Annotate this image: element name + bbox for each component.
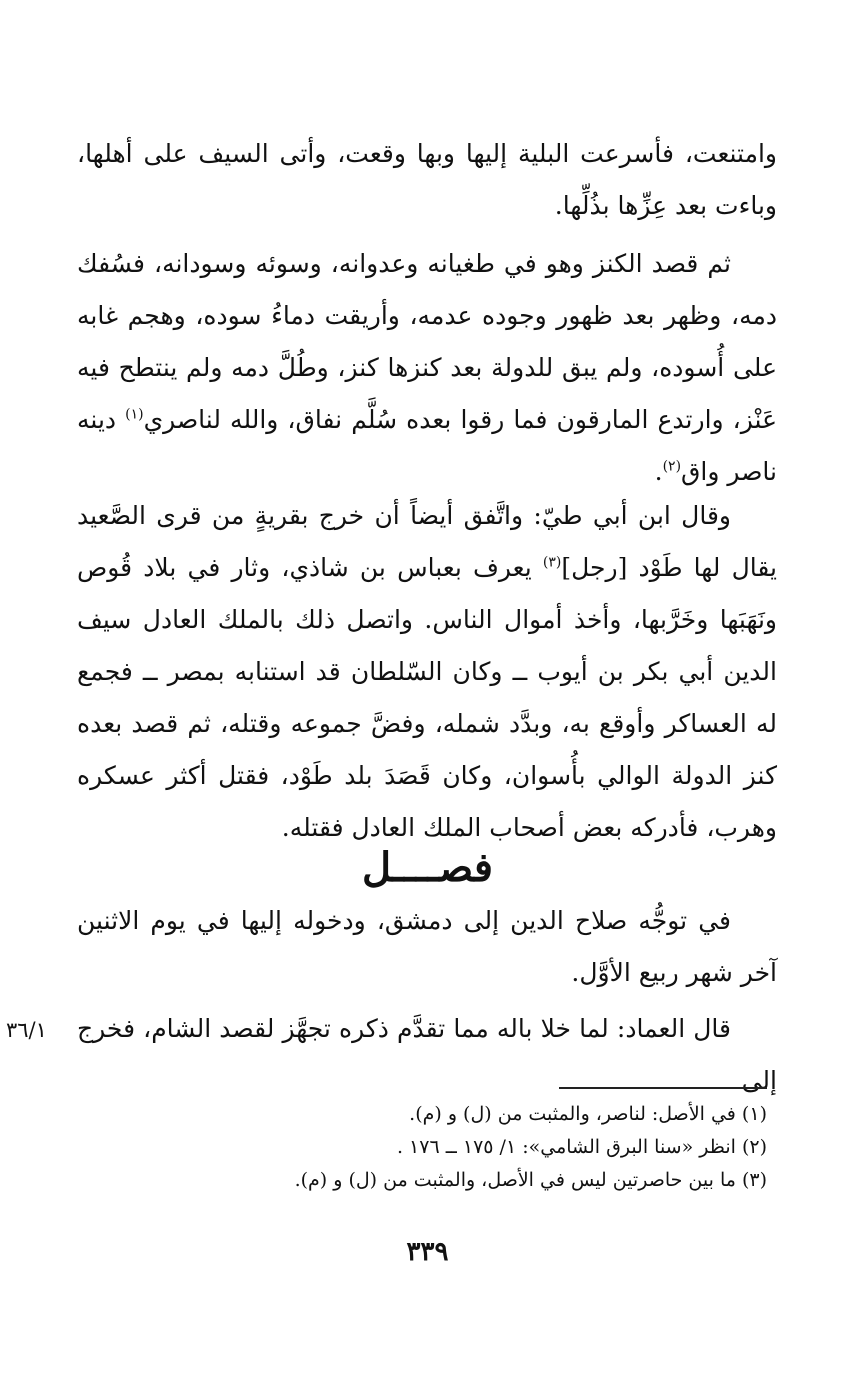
paragraph-imad [77,1003,777,1107]
paragraph-text: . [654,457,663,486]
paragraph-text: ثم قصد الكنز وهو في طغيانه وعدوانه، وسوئه وسودانه، فسُفك دمه، وظهر بعد ظهور وجوده عدمه، وأريقت دماءُ سوده، وهجم غابه على أُسوده، ولم يبق للدولة بعد كنزها كنز، وطُلَّ دمه ولم ينتطح فيه عَنْز، وارتدع المارقون فما رقوا بعده سُلَّم نفاق، والله لناصري [77,249,777,434]
section-subtitle [77,895,777,999]
footnote-3: (٣) ما بين حاصرتين ليس في الأصل، والمثبت من (ل) و (م). [294,1169,767,1191]
paragraph-text: قال العماد: لما خلا باله مما تقدَّم ذكره تجهَّز لقصد الشام، فخرج إلى [77,1014,777,1095]
paragraph-text: دينه ناصر واق [77,405,777,486]
paragraph-ibn-abi-tayy [77,490,777,854]
footnote-2: (٢) انظر «سنا البرق الشامي»: ١/ ١٧٥ ــ ١٧٦ . [396,1136,767,1158]
paragraph-text: يعرف بعباس بن شاذي، وثار في بلاد قُوص ونَهَبَها وخَرَّبها، وأخذ أموال الناس. واتصل ذلك بالملك العادل سيف الدين أبي بكر بن أيوب ــ وكان السّلطان قد استنابه بمصر ــ فجمع له العساكر وأوقع به، وبدَّد شمله، وفضَّ جموعه وقتله، ثم قصد بعده كنز الدولة الوالي بأُسوان، وكان قَصَدَ بلد طَوْد، فقتل أكثر عسكره وهرب، فأدركه بعض أصحاب الملك العادل فقتله. [77,553,777,842]
footnote-ref-2[interactable]: (٢) [662,458,682,475]
paragraph-text: وامتنعت، فأسرعت البلية إليها وبها وقعت، وأتى السيف على أهلها، وباءت بعد عِزِّها بذُلِّها. [77,139,777,220]
margin-reference: ٣٦/١ [6,1018,47,1042]
footnote-1: (١) في الأصل: لناصر، والمثبت من (ل) و (م). [409,1103,767,1125]
paragraph-continuation [77,128,777,232]
footnote-divider [559,1087,767,1089]
paragraph-text: وقال ابن أبي طيّ: واتَّفق أيضاً أن خرج بقريةٍ من قرى الصَّعيد يقال لها طَوْد [رجل] [77,501,777,582]
paragraph-text: في توجُّه صلاح الدين إلى دمشق، ودخوله إليها في يوم الاثنين آخر شهر ربيع الأوَّل. [77,906,777,987]
footnotes [87,1098,767,1197]
page-number: ٣٣٩ [406,1237,449,1267]
footnote-ref-3[interactable]: (٣) [542,554,562,571]
section-heading: فصــــل [362,844,493,891]
footnote-ref-1[interactable]: (١) [125,406,144,423]
paragraph-kanz [77,238,777,498]
